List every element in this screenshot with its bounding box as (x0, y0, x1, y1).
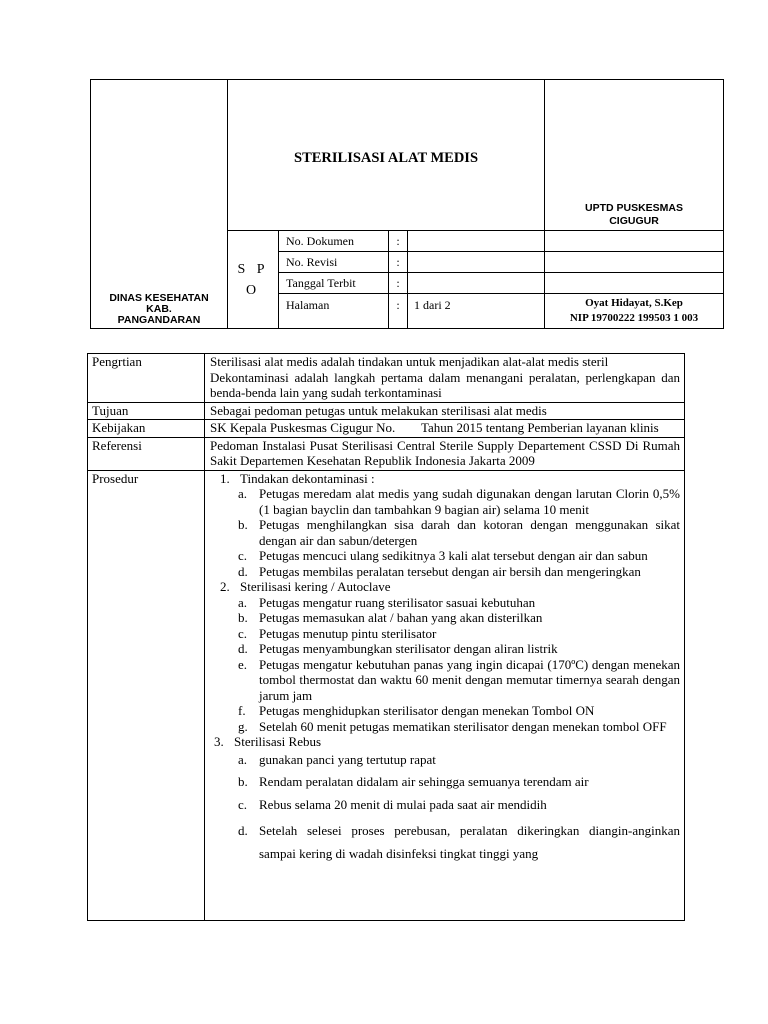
left-org-line-1: DINAS KESEHATAN (109, 292, 209, 304)
item-text: Rendam peralatan didalam air sehingga semuanya terendam air (259, 774, 589, 789)
no-revisi-value (408, 252, 545, 273)
empty-cell (545, 252, 724, 273)
colon: : (389, 294, 408, 329)
item-text: Petugas memasukan alat / bahan yang akan disterilkan (259, 610, 543, 625)
item-text: Rebus selama 20 menit di mulai pada saat air mendidih (259, 796, 547, 812)
item-letter: e. (238, 656, 248, 672)
header-table (90, 79, 724, 329)
list-item (210, 517, 680, 548)
prosedur-step-3 (210, 734, 680, 865)
item-text: Petugas menghidupkan sterilisator dengan menekan Tombol ON (259, 703, 595, 718)
list-item (210, 819, 680, 865)
referensi-label: Referensi (88, 437, 205, 470)
step-number: 2. (220, 579, 230, 594)
kebijakan-content: SK Kepala Puskesmas Cigugur No. Tahun 2015 tentang Pemberian layanan klinis (205, 420, 685, 438)
item-text: Petugas mengatur kebutuhan panas yang ingin dicapai (170ºC) dengan menekan tombol thermostat dan waktu 60 menit dengan memutar timernya searah dengan jarum jam (259, 656, 680, 703)
item-text: Petugas membilas peralatan tersebut dengan air bersih dan mengeringkan (259, 563, 641, 579)
item-letter: a. (238, 486, 248, 501)
colon: : (389, 231, 408, 252)
item-text: Petugas menghilangkan sisa darah dan kotoran dengan menggunakan sikat dengan air dan sabun/detergen (259, 517, 680, 548)
pengertian-content (205, 354, 685, 403)
right-organization (545, 80, 724, 231)
left-org-line-2: KAB. (146, 303, 172, 315)
halaman-label: Halaman (279, 294, 389, 329)
prosedur-step-1 (210, 471, 680, 580)
list-item (210, 610, 680, 626)
item-letter: b. (238, 774, 248, 789)
list-item (210, 719, 680, 735)
step-number: 1. (220, 470, 230, 486)
no-dokumen-value (408, 231, 545, 252)
right-org-line-1: UPTD PUSKESMAS (585, 202, 684, 214)
list-item (210, 752, 680, 768)
list-item (210, 564, 680, 580)
step-title: Sterilisasi Rebus (234, 734, 322, 749)
spo-line-1: S P (237, 261, 269, 277)
spo-line-2: O (245, 282, 261, 298)
referensi-content: Pedoman Instalasi Pusat Sterilisasi Central Sterile Supply Departement CSSD Di Rumah Sakit Departemen Kesehatan Republik Indonesia Jakarta 2009 (205, 437, 685, 470)
spo-content-table (87, 353, 685, 921)
no-dokumen-label: No. Dokumen (279, 231, 389, 252)
item-text: Petugas mencuci ulang sedikitnya 3 kali alat tersebut dengan air dan sabun (259, 548, 648, 563)
item-letter: a. (238, 751, 248, 767)
tanggal-terbit-value (408, 273, 545, 294)
list-item (210, 797, 680, 813)
empty-cell (545, 273, 724, 294)
item-letter: d. (238, 641, 248, 656)
prosedur-label: Prosedur (88, 470, 205, 920)
item-letter: d. (238, 823, 248, 838)
item-text: gunakan panci yang tertutup rapat (259, 751, 436, 767)
item-letter: b. (238, 517, 248, 532)
step-number: 3. (214, 734, 224, 749)
kebijakan-label: Kebijakan (88, 420, 205, 438)
left-organization (91, 80, 228, 329)
signer-nip: NIP 19700222 199503 1 003 (569, 312, 699, 324)
item-letter: g. (238, 718, 248, 734)
halaman-value: 1 dari 2 (408, 294, 545, 329)
item-letter: a. (238, 594, 248, 610)
list-item (210, 548, 680, 564)
tujuan-content: Sebagai pedoman petugas untuk melakukan sterilisasi alat medis (205, 402, 685, 420)
signer-name: Oyat Hidayat, S.Kep (585, 297, 683, 309)
step-title: Tindakan dekontaminasi : (240, 470, 375, 486)
list-item (210, 703, 680, 719)
list-item (210, 774, 680, 790)
list-item (210, 595, 680, 611)
tanggal-terbit-label: Tanggal Terbit (279, 273, 389, 294)
item-text: Petugas mengatur ruang sterilisator sasuai kebutuhan (259, 594, 536, 610)
pengertian-label: Pengrtian (88, 354, 205, 403)
item-text: Setelah selesei proses perebusan, peralatan dikeringkan diangin-anginkan sampai kering di wadah disinfeksi tingkat tinggi yang (259, 823, 680, 861)
item-letter: c. (238, 625, 248, 641)
list-item (210, 486, 680, 517)
item-letter: f. (238, 703, 246, 718)
no-revisi-label: No. Revisi (279, 252, 389, 273)
pengertian-line-1: Sterilisasi alat medis adalah tindakan untuk menjadikan alat-alat medis steril (210, 354, 609, 369)
list-item (210, 657, 680, 704)
empty-cell (545, 231, 724, 252)
item-text: Petugas menyambungkan sterilisator dengan aliran listrik (259, 641, 558, 656)
step-heading (210, 471, 680, 487)
step-heading (210, 579, 680, 595)
tujuan-label: Tujuan (88, 402, 205, 420)
item-text: Setelah 60 menit petugas mematikan sterilisator dengan menekan tombol OFF (259, 718, 667, 734)
right-org-line-2: CIGUGUR (609, 215, 659, 227)
item-letter: d. (238, 563, 248, 579)
step-title: Sterilisasi kering / Autoclave (240, 579, 391, 594)
signer-block (545, 294, 724, 329)
item-letter: b. (238, 610, 248, 625)
colon: : (389, 252, 408, 273)
spo-label (228, 231, 279, 329)
item-letter: c. (238, 548, 248, 563)
pengertian-line-2: Dekontaminasi adalah langkah pertama dalam menangani peralatan, perlengkapan dan benda-benda lain yang sudah terkontaminasi (210, 369, 680, 400)
item-text: Petugas menutup pintu sterilisator (259, 625, 437, 641)
prosedur-step-2 (210, 579, 680, 734)
item-letter: c. (238, 796, 248, 812)
list-item (210, 641, 680, 657)
prosedur-content (205, 470, 685, 920)
step-heading (210, 734, 680, 750)
list-item (210, 626, 680, 642)
colon: : (389, 273, 408, 294)
document-title: STERILISASI ALAT MEDIS (228, 80, 545, 231)
left-org-line-3: PANGANDARAN (117, 314, 201, 326)
item-text: Petugas meredam alat medis yang sudah digunakan dengan larutan Clorin 0,5% (1 bagian bayclin dan tambahkan 9 bagian air) selama 10 menit (259, 486, 680, 517)
